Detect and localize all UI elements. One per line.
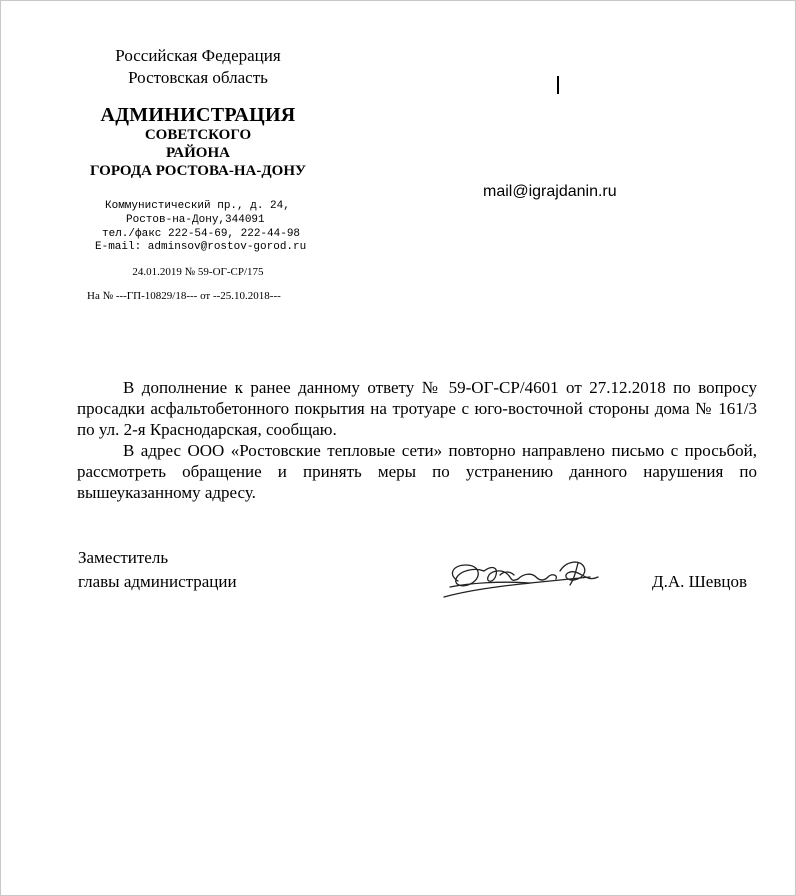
text-cursor bbox=[557, 76, 559, 94]
incoming-reference: На № ---ГП-10829/18--- от --25.10.2018--- bbox=[87, 290, 281, 302]
address-email: E-mail: adminsov@rostov-gorod.ru bbox=[95, 241, 307, 253]
address-street: Коммунистический пр., д. 24, bbox=[105, 200, 290, 212]
country-line: Российская Федерация bbox=[115, 46, 281, 65]
address-phone: тел./факс 222-54-69, 222-44-98 bbox=[102, 228, 301, 240]
signer-name: Д.А. Шевцов bbox=[652, 572, 747, 591]
admin-title: АДМИНИСТРАЦИЯ bbox=[100, 104, 296, 126]
signer-position-line1: Заместитель bbox=[78, 548, 169, 567]
address-city: Ростов-на-Дону,344091 bbox=[126, 214, 265, 226]
admin-line4: ГОРОДА РОСТОВА-НА-ДОНУ bbox=[89, 163, 306, 179]
admin-line3: РАЙОНА bbox=[166, 145, 230, 161]
body-paragraph-1: В дополнение к ранее данному ответу № 59-ОГ-СР/4601 от 27.12.2018 по вопросу просадки асфальтобетонного покрытия на тротуаре с юго-восточной стороны дома № 161/3 по ул. 2-я Краснодарская, сообщаю. bbox=[77, 378, 757, 439]
recipient-email: mail@igrajdanin.ru bbox=[483, 183, 617, 200]
signer-position-line2: главы администрации bbox=[78, 572, 237, 591]
region-line: Ростовская область bbox=[128, 68, 268, 87]
body-paragraph-2: В адрес ООО «Ростовские тепловые сети» повторно направлено письмо с просьбой, рассмотреть обращение и принять меры по устранению данного нарушения по вышеуказанному адресу. bbox=[77, 441, 757, 502]
letter-body bbox=[77, 377, 757, 503]
handwritten-signature bbox=[440, 553, 610, 603]
outgoing-reference: 24.01.2019 № 59-ОГ-СР/175 bbox=[132, 266, 264, 278]
admin-line2: СОВЕТСКОГО bbox=[144, 127, 252, 143]
